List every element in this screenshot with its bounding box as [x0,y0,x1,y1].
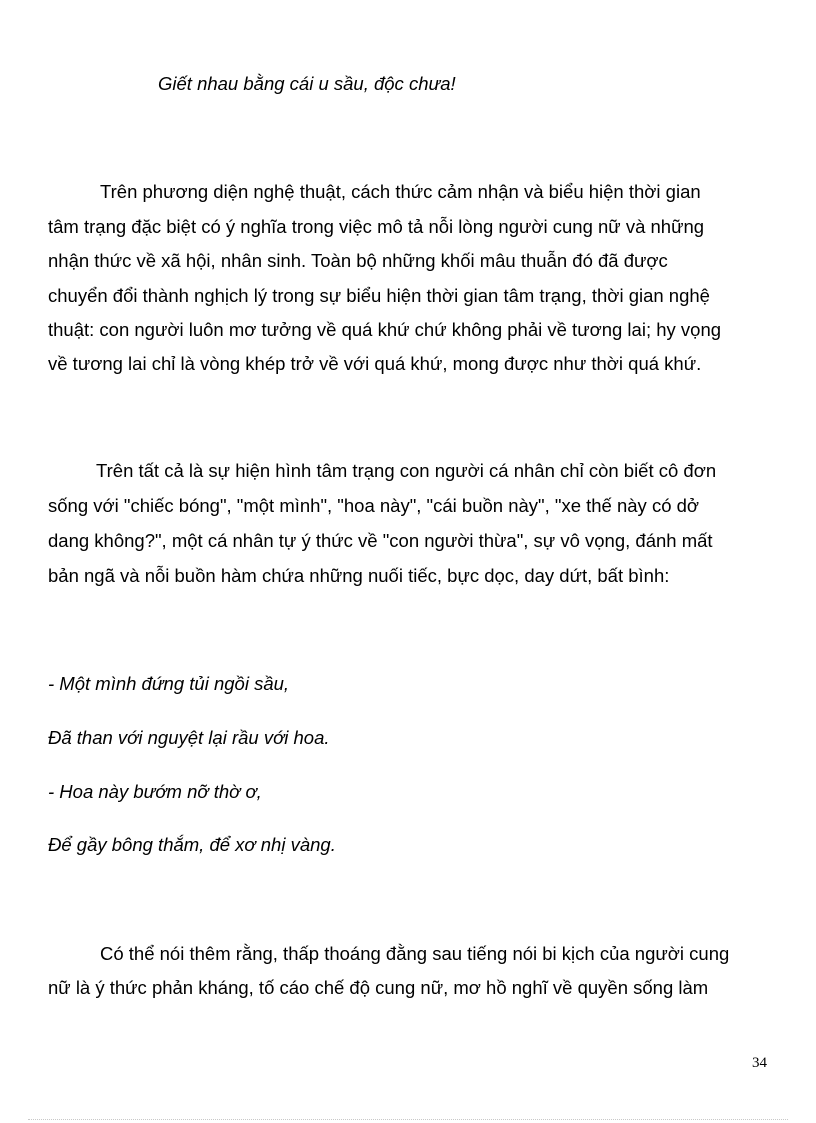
paragraph-2-line: dang không?", một cá nhân tự ý thức về "con người thừa", sự vô vọng, đánh mất [48,530,713,551]
paragraph-1-line: nhận thức về xã hội, nhân sinh. Toàn bộ những khối mâu thuẫn đó đã được [48,250,668,271]
verse-line: Đã than với nguyệt lại rầu với hoa. [48,727,330,748]
verse-line: - Một mình đứng tủi ngồi sầu, [48,673,290,694]
page-bottom-divider [28,1119,788,1120]
paragraph-1-line: Trên phương diện nghệ thuật, cách thức cảm nhận và biểu hiện thời gian [100,181,701,202]
paragraph-2-line: bản ngã và nỗi buồn hàm chứa những nuối tiếc, bực dọc, day dứt, bất bình: [48,565,670,586]
verse-line: Để gầy bông thắm, để xơ nhị vàng. [48,834,336,855]
paragraph-2-line: Trên tất cả là sự hiện hình tâm trạng con người cá nhân chỉ còn biết cô đơn [96,460,717,481]
verse-line: - Hoa này bướm nỡ thờ ơ, [48,781,262,802]
opening-verse-line: Giết nhau bằng cái u sầu, độc chưa! [158,73,456,94]
paragraph-3-line: Có thể nói thêm rằng, thấp thoáng đằng sau tiếng nói bi kịch của người cung [100,943,730,964]
paragraph-1-line: chuyển đổi thành nghịch lý trong sự biểu hiện thời gian tâm trạng, thời gian nghệ [48,285,710,306]
paragraph-1-line: thuật: con người luôn mơ tưởng về quá khứ chứ không phải về tương lai; hy vọng [48,319,722,340]
paragraph-3-line: nữ là ý thức phản kháng, tố cáo chế độ cung nữ, mơ hồ nghĩ về quyền sống làm [48,977,709,998]
paragraph-2-line: sống với "chiếc bóng", "một mình", "hoa này", "cái buồn này", "xe thế này có dở [48,495,700,516]
page-number: 34 [752,1055,767,1071]
paragraph-1-line: tâm trạng đặc biệt có ý nghĩa trong việc mô tả nỗi lòng người cung nữ và những [48,216,705,237]
paragraph-1-line: về tương lai chỉ là vòng khép trở về với quá khứ, mong được như thời quá khứ. [48,353,702,374]
